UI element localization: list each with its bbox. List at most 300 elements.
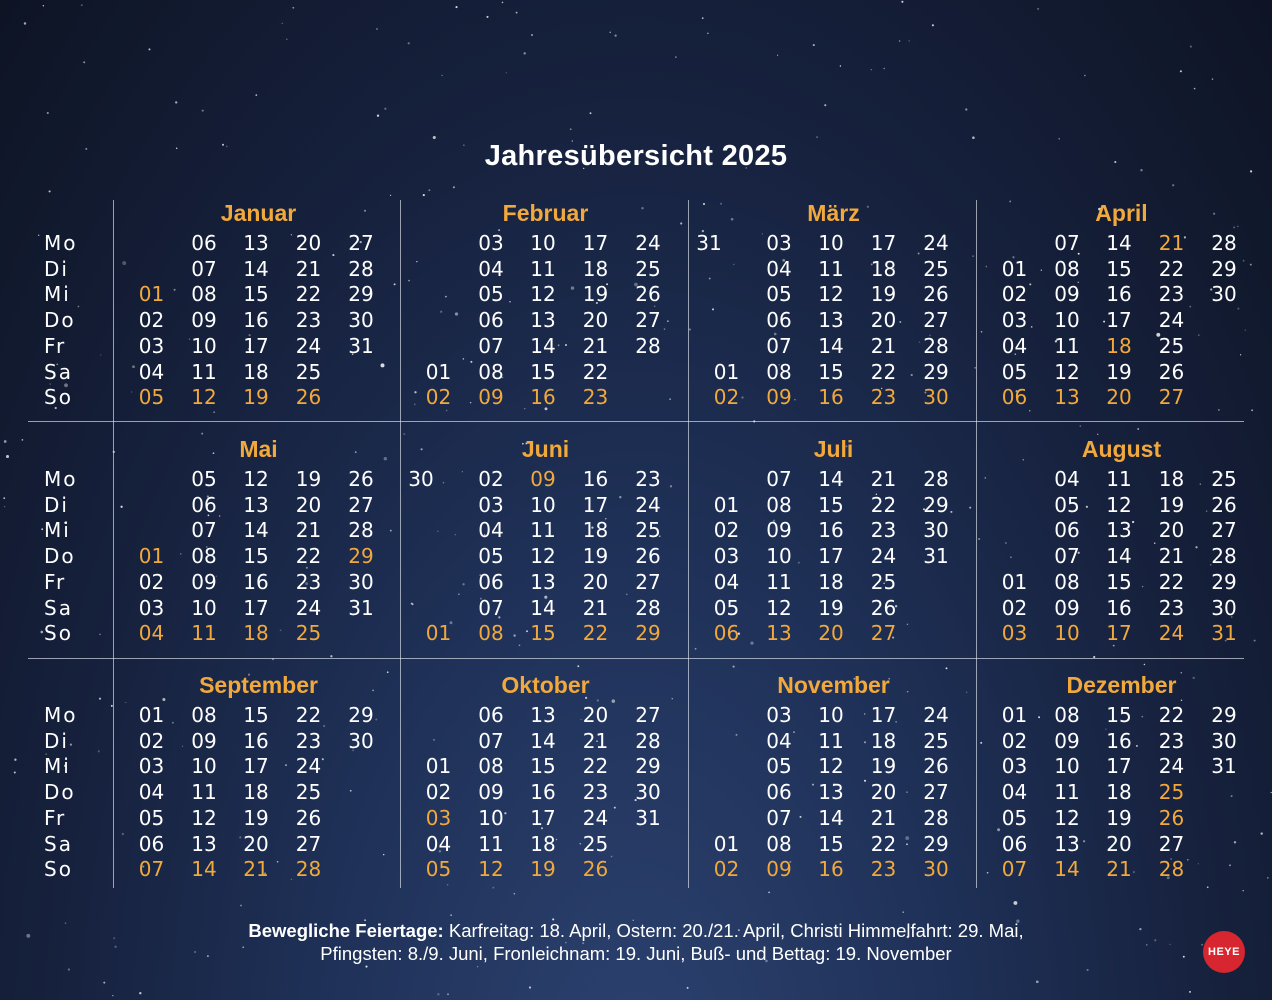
- day-number: 19: [818, 595, 844, 620]
- day-number: 18: [870, 728, 897, 753]
- day-number: 17: [870, 231, 897, 255]
- day-number: 30: [348, 308, 374, 333]
- day-number: 22: [582, 621, 609, 646]
- day-number: 18: [243, 780, 269, 805]
- day-number: 13: [191, 831, 217, 856]
- day-number: 08: [766, 492, 792, 517]
- month-name: Dezember: [1066, 672, 1177, 698]
- day-number: 08: [1054, 256, 1080, 281]
- day-number: 22: [582, 754, 609, 779]
- day-number: 21: [1158, 231, 1185, 255]
- day-number: 08: [191, 703, 217, 727]
- day-number: 30: [348, 569, 374, 594]
- day-number: 14: [1106, 544, 1132, 569]
- day-number: 21: [582, 333, 609, 358]
- day-number: 26: [635, 282, 661, 307]
- day-number: 07: [766, 467, 792, 491]
- month-dezember: [977, 672, 1266, 908]
- day-number: 10: [478, 805, 504, 830]
- day-number: 14: [243, 518, 269, 543]
- day-number: 26: [1158, 359, 1185, 384]
- day-number: 13: [818, 780, 844, 805]
- day-number: 12: [530, 282, 556, 307]
- heye-logo: HEYE: [1203, 931, 1245, 973]
- day-number: 24: [1158, 308, 1185, 333]
- day-number: 27: [348, 231, 374, 255]
- day-number: 08: [1054, 703, 1080, 727]
- day-number: 03: [138, 754, 165, 779]
- day-number: 20: [582, 703, 609, 727]
- day-number: 23: [870, 518, 897, 543]
- day-number: 20: [818, 621, 844, 646]
- day-number: 15: [243, 282, 269, 307]
- day-number: 22: [870, 359, 897, 384]
- day-number: 06: [713, 621, 740, 646]
- day-number: 30: [1211, 595, 1237, 620]
- day-number: 26: [1211, 492, 1237, 517]
- weekday-label: Mi: [44, 754, 71, 779]
- day-number: 01: [1001, 703, 1028, 727]
- day-number: 19: [1106, 805, 1132, 830]
- day-number: 11: [191, 359, 217, 384]
- day-number: 02: [713, 385, 740, 410]
- day-number: 13: [530, 703, 556, 727]
- day-number: 02: [138, 308, 165, 333]
- day-number: 03: [1001, 308, 1028, 333]
- day-number: 11: [1054, 333, 1080, 358]
- day-number: 09: [478, 385, 504, 410]
- day-number: 21: [582, 728, 609, 753]
- day-number: 01: [425, 359, 452, 384]
- day-number: 05: [766, 282, 792, 307]
- day-number: 16: [818, 518, 844, 543]
- day-number: 31: [348, 595, 374, 620]
- day-number: 23: [1158, 282, 1185, 307]
- day-number: 15: [243, 544, 269, 569]
- weekday-label: Do: [44, 308, 76, 333]
- day-number: 29: [635, 621, 661, 646]
- day-number: 23: [295, 569, 322, 594]
- day-number: 16: [818, 385, 844, 410]
- weekday-label: Do: [44, 780, 76, 805]
- month-name: Oktober: [501, 672, 590, 698]
- day-number: 15: [818, 492, 844, 517]
- day-number: 02: [1001, 595, 1028, 620]
- day-number: 20: [870, 308, 897, 333]
- day-number: 16: [1106, 595, 1132, 620]
- day-number: 14: [191, 857, 217, 882]
- day-number: 17: [243, 333, 269, 358]
- day-number: 20: [870, 780, 897, 805]
- day-number: 29: [923, 359, 949, 384]
- day-number: 05: [425, 857, 452, 882]
- day-number: 01: [713, 492, 740, 517]
- day-number: 19: [870, 282, 897, 307]
- footnote-text-1: Karfreitag: 18. April, Ostern: 20./21. April, Christi Himmelfahrt: 29. Mai,: [443, 920, 1024, 941]
- day-number: 05: [478, 282, 504, 307]
- day-number: 10: [766, 544, 792, 569]
- day-number: 04: [1054, 467, 1080, 491]
- day-number: 21: [1158, 544, 1185, 569]
- day-number: 29: [635, 754, 661, 779]
- day-number: 08: [478, 359, 504, 384]
- day-number: 18: [530, 831, 556, 856]
- grid-line-vertical: [400, 200, 401, 888]
- day-number: 22: [295, 703, 322, 727]
- day-number: 10: [530, 492, 556, 517]
- day-number: 28: [1211, 544, 1237, 569]
- month-januar: [114, 200, 403, 436]
- day-number: 11: [818, 256, 844, 281]
- day-number: 15: [1106, 256, 1132, 281]
- day-number: 03: [478, 492, 504, 517]
- day-number: 29: [348, 703, 374, 727]
- day-number: 06: [766, 780, 792, 805]
- day-number: 28: [1158, 857, 1185, 882]
- month-name: Februar: [502, 200, 589, 226]
- day-number: 29: [348, 282, 374, 307]
- day-number: 08: [478, 754, 504, 779]
- day-number: 30: [923, 518, 949, 543]
- day-number: 13: [1106, 518, 1132, 543]
- day-number: 06: [1054, 518, 1080, 543]
- day-number: 13: [1054, 831, 1080, 856]
- day-number: 05: [191, 467, 217, 491]
- day-number: 02: [713, 518, 740, 543]
- weekday-label: Fr: [44, 805, 67, 830]
- day-number: 16: [1106, 728, 1132, 753]
- day-number: 05: [138, 385, 165, 410]
- footnote-line-2: Pfingsten: 8./9. Juni, Fronleichnam: 19. Juni, Buß- und Bettag: 19. November: [320, 943, 952, 964]
- day-number: 15: [818, 359, 844, 384]
- day-number: 07: [478, 728, 504, 753]
- day-number: 05: [1001, 805, 1028, 830]
- day-number: 13: [818, 308, 844, 333]
- grid-line-vertical: [688, 200, 689, 888]
- weekday-label: Sa: [44, 831, 73, 856]
- day-number: 10: [1054, 621, 1080, 646]
- day-number: 18: [1106, 780, 1132, 805]
- day-number: 31: [1211, 621, 1237, 646]
- day-number: 24: [923, 703, 949, 727]
- weekday-label: Di: [44, 728, 69, 753]
- day-number: 27: [1211, 518, 1237, 543]
- day-number: 07: [1054, 544, 1080, 569]
- weekday-label: So: [44, 857, 73, 882]
- day-number: 14: [818, 805, 844, 830]
- day-number: 21: [582, 595, 609, 620]
- day-number: 30: [923, 385, 949, 410]
- day-number: 22: [870, 831, 897, 856]
- day-number: 07: [138, 857, 165, 882]
- day-number: 19: [870, 754, 897, 779]
- day-number: 02: [138, 569, 165, 594]
- day-number: 02: [1001, 282, 1028, 307]
- day-number: 24: [1158, 754, 1185, 779]
- day-number: 20: [1106, 831, 1132, 856]
- day-number: 29: [348, 544, 374, 569]
- day-number: 13: [1054, 385, 1080, 410]
- month-name: März: [807, 200, 860, 226]
- day-number: 24: [923, 231, 949, 255]
- day-number: 05: [478, 544, 504, 569]
- day-number: 25: [1211, 467, 1237, 491]
- day-number: 07: [1001, 857, 1028, 882]
- day-number: 27: [295, 831, 322, 856]
- day-number: 14: [1106, 231, 1132, 255]
- month-name: September: [199, 672, 318, 698]
- day-number: 20: [243, 831, 269, 856]
- day-number: 03: [713, 544, 740, 569]
- day-number: 24: [295, 754, 322, 779]
- day-number: 23: [295, 308, 322, 333]
- day-number: 12: [1106, 492, 1132, 517]
- day-number: 04: [766, 728, 792, 753]
- day-number: 02: [1001, 728, 1028, 753]
- day-number: 08: [1054, 569, 1080, 594]
- day-number: 18: [582, 256, 609, 281]
- day-number: 30: [635, 780, 661, 805]
- day-number: 22: [1158, 703, 1185, 727]
- day-number: 06: [766, 308, 792, 333]
- weekday-label: Mo: [44, 467, 78, 491]
- day-number: 06: [478, 308, 504, 333]
- day-number: 09: [766, 518, 792, 543]
- day-number: 04: [1001, 333, 1028, 358]
- day-number: 26: [870, 595, 897, 620]
- day-number: 23: [870, 385, 897, 410]
- day-number: 19: [1158, 492, 1185, 517]
- day-number: 12: [818, 282, 844, 307]
- day-number: 27: [923, 780, 949, 805]
- day-number: 15: [1106, 569, 1132, 594]
- day-number: 08: [191, 282, 217, 307]
- day-number: 12: [818, 754, 844, 779]
- weekday-label: Fr: [44, 569, 67, 594]
- day-number: 05: [1054, 492, 1080, 517]
- day-number: 12: [243, 467, 269, 491]
- month-oktober: [401, 672, 690, 908]
- day-number: 23: [870, 857, 897, 882]
- day-number: 04: [138, 780, 165, 805]
- day-number: 11: [1054, 780, 1080, 805]
- day-number: 22: [295, 282, 322, 307]
- grid-line-horizontal: [28, 421, 1244, 422]
- day-number: 31: [348, 333, 374, 358]
- day-number: 28: [635, 333, 661, 358]
- day-number: 07: [478, 333, 504, 358]
- day-number: 24: [582, 805, 609, 830]
- day-number: 03: [766, 231, 792, 255]
- day-number: 17: [1106, 754, 1132, 779]
- day-number: 11: [191, 621, 217, 646]
- day-number: 20: [582, 308, 609, 333]
- day-number: 18: [818, 569, 844, 594]
- month-name: Juni: [521, 436, 570, 462]
- day-number: 21: [870, 467, 897, 491]
- day-number: 28: [635, 595, 661, 620]
- day-number: 04: [478, 256, 504, 281]
- day-number: 24: [1158, 621, 1185, 646]
- day-number: 03: [478, 231, 504, 255]
- day-number: 16: [243, 728, 269, 753]
- day-number: 19: [243, 805, 269, 830]
- day-number: 31: [635, 805, 661, 830]
- day-number: 09: [191, 308, 217, 333]
- day-number: 05: [1001, 359, 1028, 384]
- day-number: 09: [766, 385, 792, 410]
- day-number: 14: [818, 467, 844, 491]
- day-number: 17: [582, 492, 609, 517]
- day-number: 12: [1054, 805, 1080, 830]
- day-number: 10: [1054, 308, 1080, 333]
- day-number: 11: [191, 780, 217, 805]
- day-number: 27: [635, 569, 661, 594]
- day-number: 03: [1001, 621, 1028, 646]
- day-number: 12: [766, 595, 792, 620]
- day-number: 09: [1054, 728, 1080, 753]
- day-number: 02: [138, 728, 165, 753]
- day-number: 10: [818, 703, 844, 727]
- day-number: 05: [766, 754, 792, 779]
- day-number: 19: [582, 544, 609, 569]
- day-number: 04: [138, 359, 165, 384]
- day-number: 25: [923, 728, 949, 753]
- day-number: 31: [696, 231, 722, 255]
- day-number: 22: [295, 544, 322, 569]
- day-number: 03: [138, 595, 165, 620]
- day-number: 17: [870, 703, 897, 727]
- day-number: 30: [408, 467, 434, 491]
- day-number: 07: [766, 333, 792, 358]
- day-number: 25: [1158, 333, 1185, 358]
- day-number: 12: [1054, 359, 1080, 384]
- month-februar: [401, 200, 690, 436]
- weekday-label: Mo: [44, 231, 78, 255]
- day-number: 01: [138, 282, 165, 307]
- day-number: 25: [870, 569, 897, 594]
- weekday-label: Sa: [44, 359, 73, 384]
- day-number: 18: [243, 621, 269, 646]
- day-number: 02: [713, 857, 740, 882]
- day-number: 01: [425, 621, 452, 646]
- day-number: 28: [295, 857, 322, 882]
- day-number: 17: [243, 595, 269, 620]
- day-number: 28: [635, 728, 661, 753]
- day-number: 14: [530, 728, 556, 753]
- month-märz: [689, 200, 978, 436]
- day-number: 31: [923, 544, 949, 569]
- day-number: 13: [243, 492, 269, 517]
- day-number: 15: [530, 621, 556, 646]
- day-number: 19: [582, 282, 609, 307]
- day-number: 19: [530, 857, 556, 882]
- day-number: 24: [635, 492, 661, 517]
- day-number: 23: [582, 780, 609, 805]
- day-number: 23: [635, 467, 661, 491]
- day-number: 14: [530, 595, 556, 620]
- day-number: 16: [243, 569, 269, 594]
- month-august: [977, 436, 1266, 672]
- day-number: 23: [582, 385, 609, 410]
- day-number: 18: [582, 518, 609, 543]
- day-number: 13: [243, 231, 269, 255]
- day-number: 17: [1106, 621, 1132, 646]
- day-number: 13: [530, 569, 556, 594]
- day-number: 03: [1001, 754, 1028, 779]
- day-number: 26: [582, 857, 609, 882]
- weekday-label: Mi: [44, 518, 71, 543]
- day-number: 18: [1158, 467, 1185, 491]
- day-number: 17: [243, 754, 269, 779]
- weekday-label: Di: [44, 256, 69, 281]
- holidays-footnote: [0, 919, 1272, 965]
- day-number: 14: [1054, 857, 1080, 882]
- day-number: 20: [295, 231, 322, 255]
- day-number: 09: [191, 728, 217, 753]
- day-number: 16: [818, 857, 844, 882]
- day-number: 28: [348, 256, 374, 281]
- day-number: 06: [478, 569, 504, 594]
- day-number: 19: [243, 385, 269, 410]
- day-number: 06: [478, 703, 504, 727]
- day-number: 23: [1158, 728, 1185, 753]
- day-number: 12: [191, 805, 217, 830]
- day-number: 17: [1106, 308, 1132, 333]
- day-number: 09: [191, 569, 217, 594]
- day-number: 29: [1211, 703, 1237, 727]
- day-number: 03: [425, 805, 452, 830]
- month-name: Januar: [220, 200, 297, 226]
- day-number: 21: [243, 857, 269, 882]
- day-number: 08: [766, 831, 792, 856]
- day-number: 16: [530, 385, 556, 410]
- day-number: 18: [243, 359, 269, 384]
- weekday-label: Mo: [44, 703, 78, 727]
- day-number: 26: [295, 385, 322, 410]
- day-number: 18: [1106, 333, 1132, 358]
- month-juli: [689, 436, 978, 672]
- day-number: 19: [1106, 359, 1132, 384]
- day-number: 28: [923, 805, 949, 830]
- day-number: 04: [713, 569, 740, 594]
- day-number: 28: [923, 333, 949, 358]
- month-name: November: [777, 672, 890, 698]
- day-number: 30: [1211, 282, 1237, 307]
- day-number: 10: [191, 333, 217, 358]
- day-number: 27: [1158, 831, 1185, 856]
- day-number: 02: [425, 385, 452, 410]
- day-number: 23: [295, 728, 322, 753]
- day-number: 28: [923, 467, 949, 491]
- day-number: 25: [295, 621, 322, 646]
- footnote-line-1: [0, 919, 1272, 942]
- day-number: 04: [425, 831, 452, 856]
- day-number: 25: [295, 359, 322, 384]
- day-number: 11: [818, 728, 844, 753]
- month-name: August: [1081, 436, 1162, 462]
- day-number: 29: [923, 831, 949, 856]
- day-number: 25: [635, 256, 661, 281]
- day-number: 25: [1158, 780, 1185, 805]
- day-number: 30: [348, 728, 374, 753]
- day-number: 03: [766, 703, 792, 727]
- day-number: 06: [191, 231, 217, 255]
- day-number: 26: [1158, 805, 1185, 830]
- day-number: 15: [530, 359, 556, 384]
- day-number: 13: [766, 621, 792, 646]
- weekday-label: So: [44, 385, 73, 410]
